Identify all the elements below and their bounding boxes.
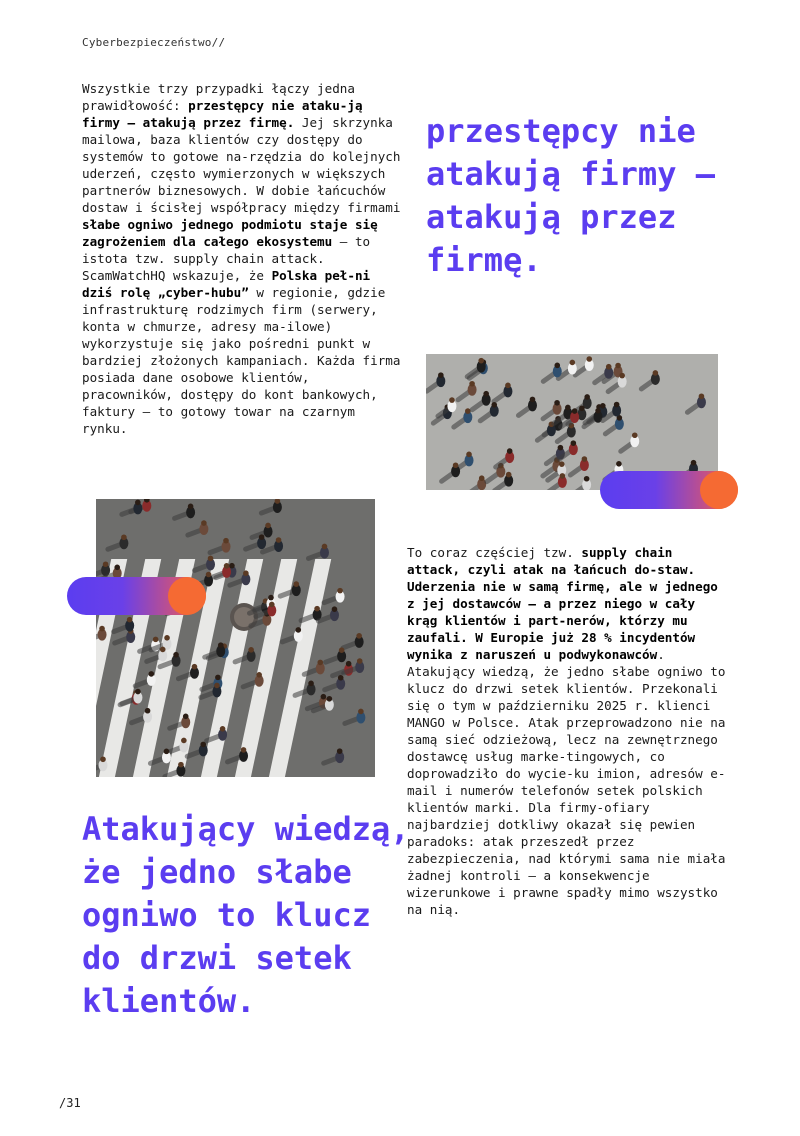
text-run-bold: przestępcy nie ataku-ją firmy — atakują przez firmę. [82,98,363,130]
crowd-photo-1 [426,354,718,490]
text-run-bold: supply chain attack, czyli atak na łańcuch do-staw. Uderzenia nie w samą firmę, ale w jednego z jej dostawców — a przez niego w cały krąg klientów i part-nerów, którzy mu zaufali. W Europie już 28 % incydentów wynika z naruszeń u podwykonawców [407,545,718,662]
crowd-aerial-image [426,354,718,490]
orange-dot [168,577,206,615]
text-run: w regionie, gdzie infrastrukturę rodzimych firm (serwery, konta w chmurze, adresy ma-ilowe) wykorzystuje się jako pośredni punkt w bardziej złożonych kampaniach. Każda firma posiada dane osobowe klientów, pracowników, dostępy do kont bankowych, faktury — to gotowy towar na czarnym rynku. [82,285,401,436]
text-run-bold: Polska peł-ni dziś rolę „cyber-hubu” [82,268,371,300]
section-header: Cyberbezpieczeństwo// [82,36,226,49]
text-run: To coraz częściej tzw. [407,545,582,560]
decorative-gradient-pill-1 [600,471,738,509]
decorative-gradient-pill-2 [67,577,206,615]
page-number: /31 [59,1096,81,1110]
crosswalk-aerial-image [96,499,375,777]
text-run: — to istota tzw. supply chain attack. ScamWatchHQ wskazuje, że [82,234,371,283]
text-run: . Atakujący wiedzą, że jedno słabe ogniwo to klucz do drzwi setek klientów. Przekonali się o tym w październiku 2025 r. klienci MANGO w Polsce. Atak przeprowadzono nie na samą sieć odzieżową, lecz na zewnętrznego dostawcę usług marke-tingowych, co doprowadziło do wycie-ku imion, adresów e-mail i numerów telefonów setek polskich klientów marki. Dla firmy-ofiary najbardziej dotkliwy okazał się pewien paradoks: atak przeszedł przez zabezpieczenia, nad którymi sama nie miała żadnej kontroli — a konsekwencje wizerunkowe i prawne spadły mimo wszystko na nią. [407,647,726,917]
body-text-column-1 [82,80,402,437]
crowd-photo-2 [96,499,375,777]
orange-dot [700,471,738,509]
text-run-bold: słabe ogniwo jednego podmiotu staje się zagrożeniem dla całego ekosystemu [82,217,378,249]
text-run: Wszystkie trzy przypadki łączy jedna prawidłowość: [82,81,355,113]
text-run: Jej skrzynka mailowa, baza klientów czy dostępy do systemów to gotowe na-rzędzia do kolejnych uderzeń, często wymierzonych w większych partnerów biznesowych. W dobie łańcuchów dostaw i ścisłej współpracy między firmami [82,115,401,215]
pull-quote-1: przestępcy nie atakują firmy — atakują przez firmę. [426,112,715,279]
pull-quote-2: Atakujący wiedzą, że jedno słabe ogniwo to klucz do drzwi setek klientów. [82,810,410,1020]
body-text-column-2 [407,544,727,918]
